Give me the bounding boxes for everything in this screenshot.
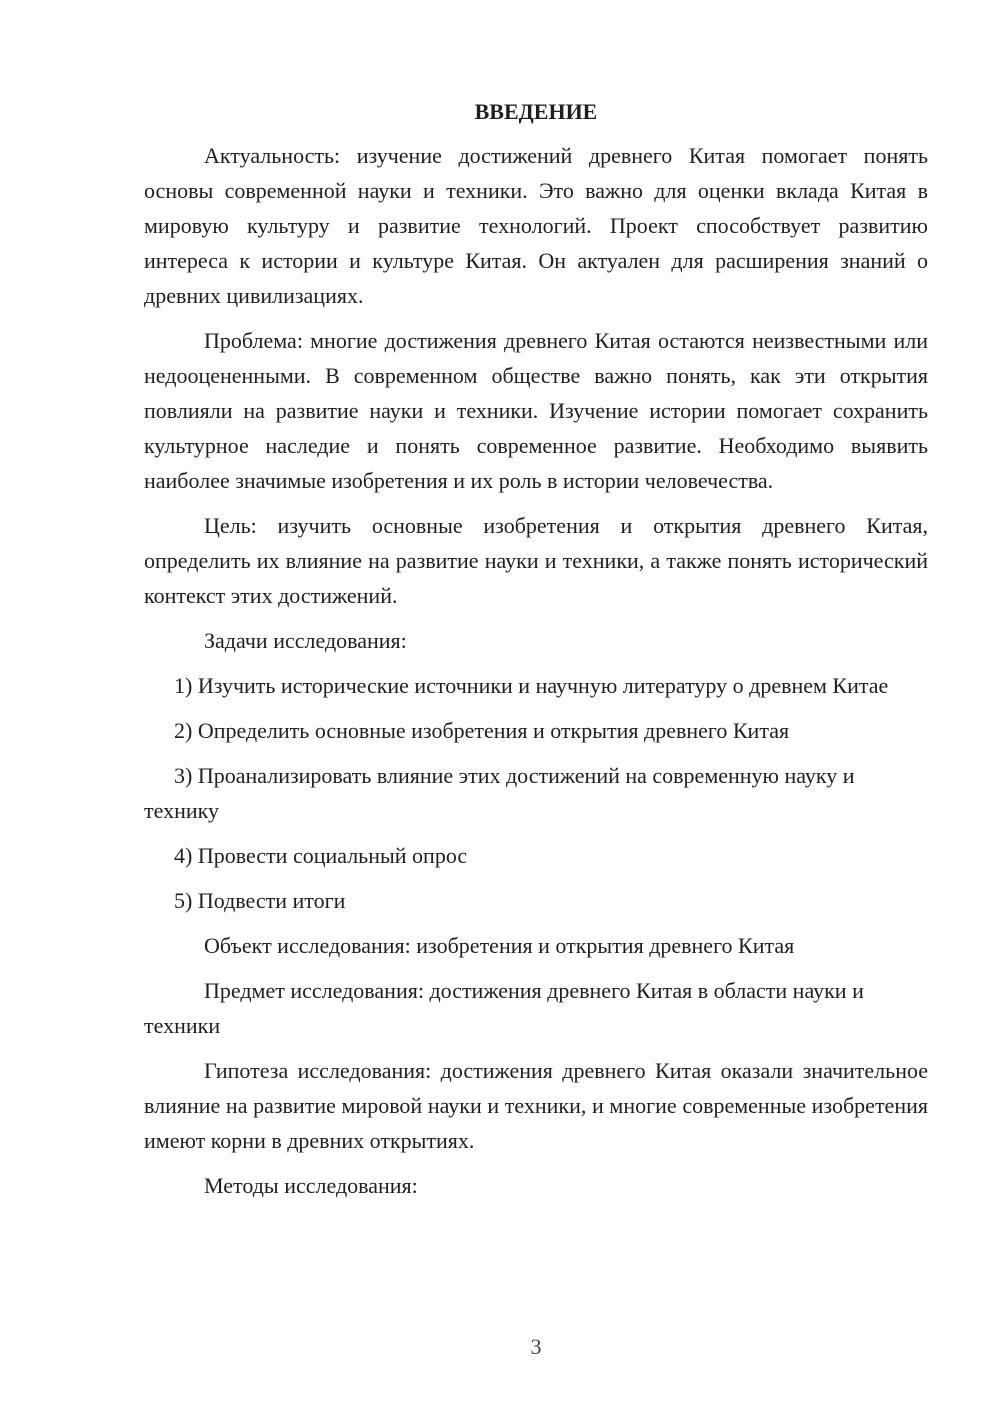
subject-paragraph: Предмет исследования: достижения древнего Китая в области науки и техники [144,978,864,1038]
tasks-list [144,668,928,918]
goal-paragraph: Цель: изучить основные изобретения и открытия древнего Китая, определить их влияние на развитие науки и техники, а также понять исторический контекст этих достижений. [144,513,928,608]
hypothesis-paragraph: Гипотеза исследования: достижения древнего Китая оказали значительное влияние на развитие мировой науки и техники, и многие современные изобретения имеют корни в древних открытиях. [144,1058,928,1153]
list-item: 2) Определить основные изобретения и открытия древнего Китая [174,718,790,743]
object-paragraph: Объект исследования: изобретения и открытия древнего Китая [204,933,795,958]
document-page [144,96,928,1213]
tasks-label: Задачи исследования: [204,628,407,653]
page-number: 3 [530,1334,542,1359]
relevance-paragraph: Актуальность: изучение достижений древнего Китая помогает понять основы современной науки и техники. Это важно для оценки вклада Китая в мировую культуру и развитие технологий. Проект способствует развитию интереса к истории и культуре Китая. Он актуален для расширения знаний о древних цивилизациях. [144,143,928,308]
page-title: ВВЕДЕНИЕ [474,99,598,124]
problem-paragraph: Проблема: многие достижения древнего Китая остаются неизвестными или недооцененными. В современном обществе важно понять, как эти открытия повлияли на развитие науки и техники. Изучение истории помогает сохранить культурное наследие и понять современное развитие. Необходимо выявить наиболее значимые изобретения и их роль в истории человечества. [144,328,928,493]
list-item: 3) Проанализировать влияние этих достижений на современную науку и технику [144,763,855,823]
list-item: 5) Подвести итоги [174,888,346,913]
list-item: 4) Провести социальный опрос [174,843,468,868]
list-item: 1) Изучить исторические источники и научную литературу о древнем Китае [174,673,889,698]
methods-label: Методы исследования: [204,1173,418,1198]
